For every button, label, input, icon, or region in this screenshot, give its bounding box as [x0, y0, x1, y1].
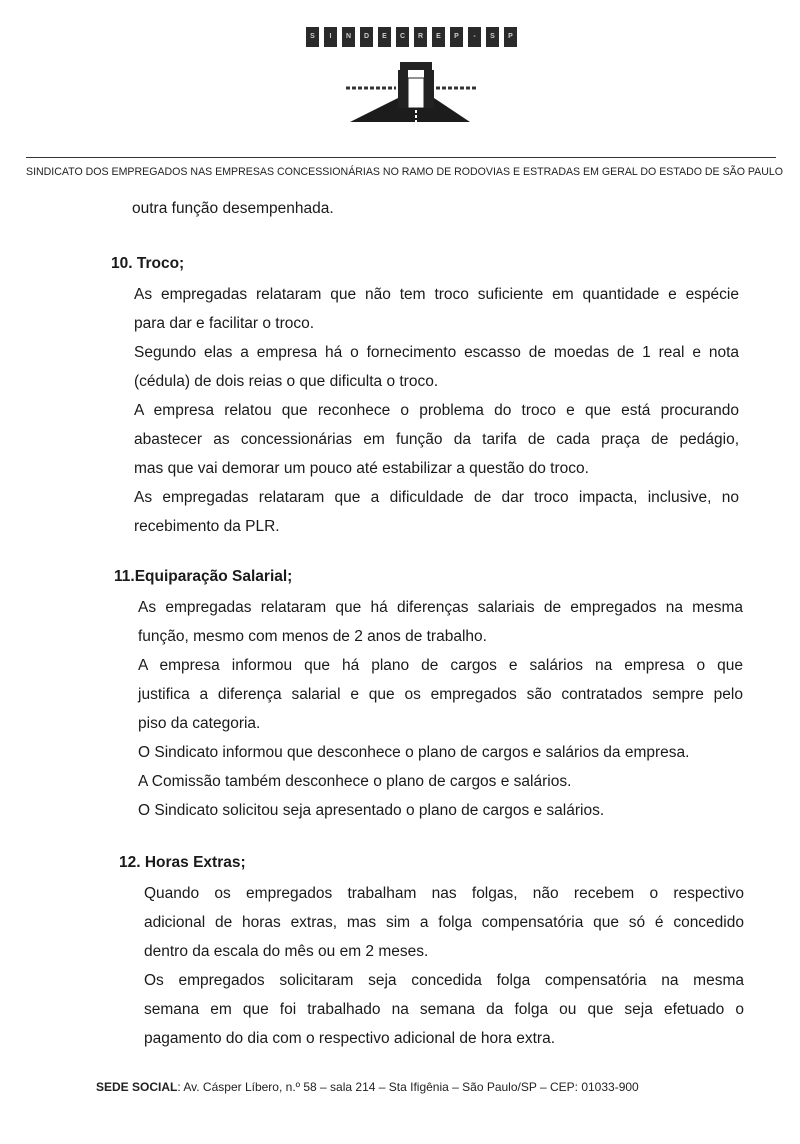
logo-letter-blocks: [306, 27, 517, 47]
body-line: semana em que foi trabalhado na semana da folga ou que seja efetuado o: [144, 1001, 744, 1018]
footer-address: [96, 1080, 639, 1094]
section-equiparacao: [114, 568, 744, 825]
body-line: piso da categoria.: [138, 715, 261, 732]
body-line: O Sindicato solicitou seja apresentado o plano de cargos e salários.: [138, 802, 605, 819]
body-line: para dar e facilitar o troco.: [134, 315, 315, 332]
body-line: Quando os empregados trabalham nas folgas, não recebem o respectivo: [144, 885, 744, 902]
logo-letter: N: [342, 27, 355, 47]
section-body: [138, 593, 743, 825]
body-line: As empregadas relataram que a dificuldade de dar troco impacta, inclusive, no: [134, 489, 739, 506]
section-troco: [111, 255, 741, 541]
logo-letter: C: [396, 27, 409, 47]
body-line: A empresa informou que há plano de cargos e salários na empresa o que: [138, 657, 743, 674]
section-body: [144, 879, 744, 1053]
footer-label: SEDE SOCIAL: [96, 1080, 178, 1094]
logo-letter: -: [468, 27, 481, 47]
logo-letter: D: [360, 27, 373, 47]
continuation-line: outra função desempenhada.: [132, 200, 334, 217]
body-line: (cédula) de dois reias o que dificulta o troco.: [134, 373, 439, 390]
body-line: As empregadas relataram que não tem troco suficiente em quantidade e espécie: [134, 286, 739, 303]
body-line: Os empregados solicitaram seja concedida folga compensatória na mesma: [144, 972, 744, 989]
section-heading: 11.Equiparação Salarial;: [114, 568, 293, 585]
body-line: função, mesmo com menos de 2 anos de trabalho.: [138, 628, 487, 645]
union-name: SINDICATO DOS EMPREGADOS NAS EMPRESAS CONCESSIONÁRIAS NO RAMO DE RODOVIAS E ESTRADAS EM GERAL DO ESTADO DE SÃO PAULO: [26, 166, 784, 178]
logo-letter: E: [432, 27, 445, 47]
section-body: [134, 280, 739, 541]
logo-letter: P: [504, 27, 517, 47]
body-line: dentro da escala do mês ou em 2 meses.: [144, 943, 429, 960]
logo-letter: R: [414, 27, 427, 47]
body-line: recebimento da PLR.: [134, 518, 280, 535]
logo-letter: S: [486, 27, 499, 47]
body-line: Segundo elas a empresa há o fornecimento escasso de moedas de 1 real e nota: [134, 344, 739, 361]
body-line: A Comissão também desconhece o plano de cargos e salários.: [138, 773, 572, 790]
body-line: As empregadas relataram que há diferenças salariais de empregados na mesma: [138, 599, 743, 616]
logo-letter: I: [324, 27, 337, 47]
body-line: pagamento do dia com o respectivo adicional de hora extra.: [144, 1030, 555, 1047]
road-logo-icon: [340, 58, 480, 124]
body-line: mas que vai demorar um pouco até estabilizar a questão do troco.: [134, 460, 589, 477]
continuation-text: [132, 194, 752, 223]
body-line: adicional de horas extras, mas sim a folga compensatória que só é concedido: [144, 914, 744, 931]
section-heading: 12. Horas Extras;: [119, 854, 246, 871]
body-line: abastecer as concessionárias em função da tarifa de cada praça de pedágio,: [134, 431, 739, 448]
header-divider: [26, 157, 776, 158]
body-line: A empresa relatou que reconhece o problema do troco e que está procurando: [134, 402, 739, 419]
body-line: O Sindicato informou que desconhece o plano de cargos e salários da empresa.: [138, 744, 690, 761]
footer-address-text: : Av. Cásper Líbero, n.º 58 – sala 214 – Sta Ifigênia – São Paulo/SP – CEP: 01033-900: [177, 1080, 639, 1094]
body-line: justifica a diferença salarial e que os empregados são contratados sempre pelo: [138, 686, 743, 703]
section-heading: 10. Troco;: [111, 255, 185, 272]
logo-letter: E: [378, 27, 391, 47]
section-horas-extras: [119, 854, 749, 1053]
logo-letter: P: [450, 27, 463, 47]
logo-letter: S: [306, 27, 319, 47]
